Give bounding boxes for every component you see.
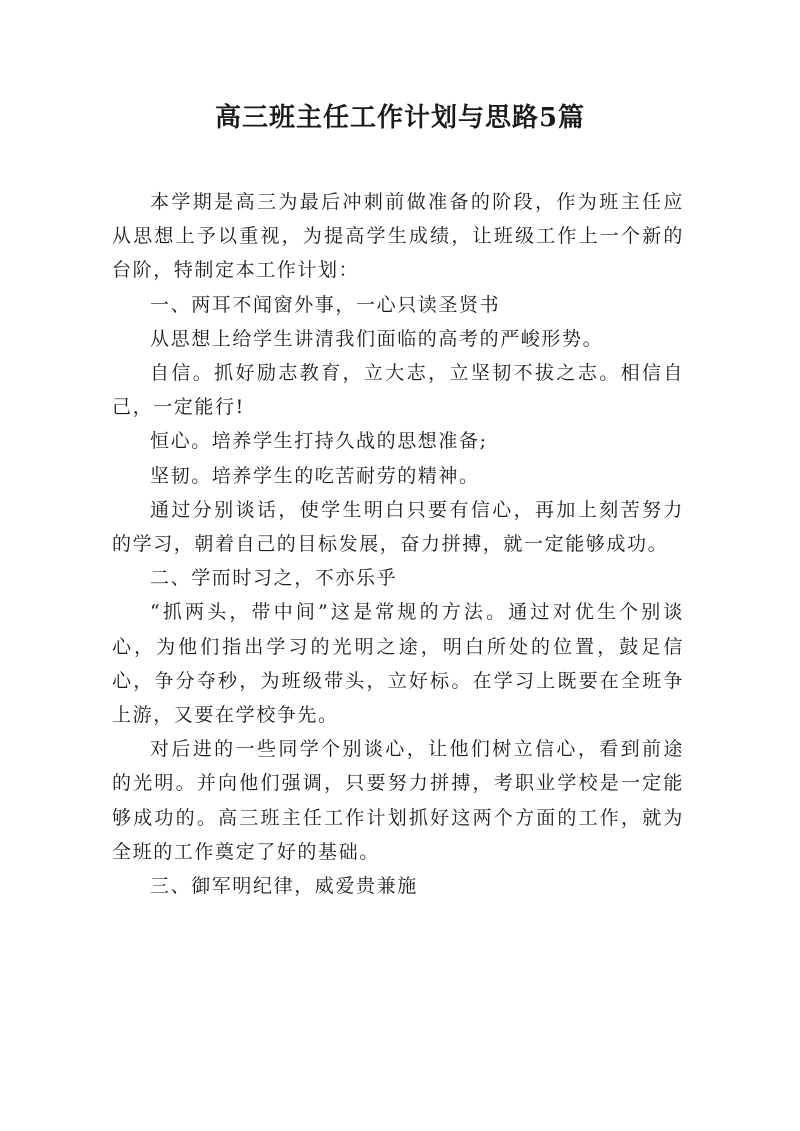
paragraph: 通过分别谈话，使学生明白只要有信心，再加上刻苦努力的学习，朝着自己的目标发展，奋力拼搏，就一定能够成功。 (112, 498, 684, 556)
paragraph-intro: 本学期是高三为最后冲刺前做准备的阶段，作为班主任应从思想上予以重视，为提高学生成绩，让班级工作上一个新的台阶，特制定本工作计划： (112, 191, 684, 282)
paragraph: 自信。抓好励志教育，立大志，立坚韧不拔之志。相信自己，一定能行! (112, 362, 684, 419)
paragraph: 从思想上给学生讲清我们面临的高考的严峻形势。 (150, 327, 604, 350)
paragraph: 坚韧。培养学生的吃苦耐劳的精神。 (150, 464, 480, 487)
document-body (112, 185, 684, 903)
section-heading-1: 一、两耳不闻窗外事，一心只读圣贤书 (150, 293, 501, 316)
section-heading-2: 二、学而时习之，不亦乐乎 (150, 567, 398, 590)
paragraph: 对后进的一些同学个别谈心，让他们树立信心，看到前途的光明。并向他们强调，只要努力拼搏，考职业学校是一定能够成功的。高三班主任工作计划抓好这两个方面的工作，就为全班的工作奠定了好的基础。 (112, 738, 684, 863)
document-title: 高三班主任工作计划与思路5篇 (214, 103, 586, 133)
section-heading-3: 三、御军明纪律，威爱贵兼施 (150, 875, 418, 898)
paragraph: “抓两头，带中间”这是常规的方法。通过对优生个别谈心，为他们指出学习的光明之途，明白所处的位置，鼓足信心，争分夺秒，为班级带头，立好标。在学习上既要在全班争上游，又要在学校争先。 (112, 601, 684, 727)
paragraph: 恒心。培养学生打持久战的思想准备; (150, 430, 488, 453)
